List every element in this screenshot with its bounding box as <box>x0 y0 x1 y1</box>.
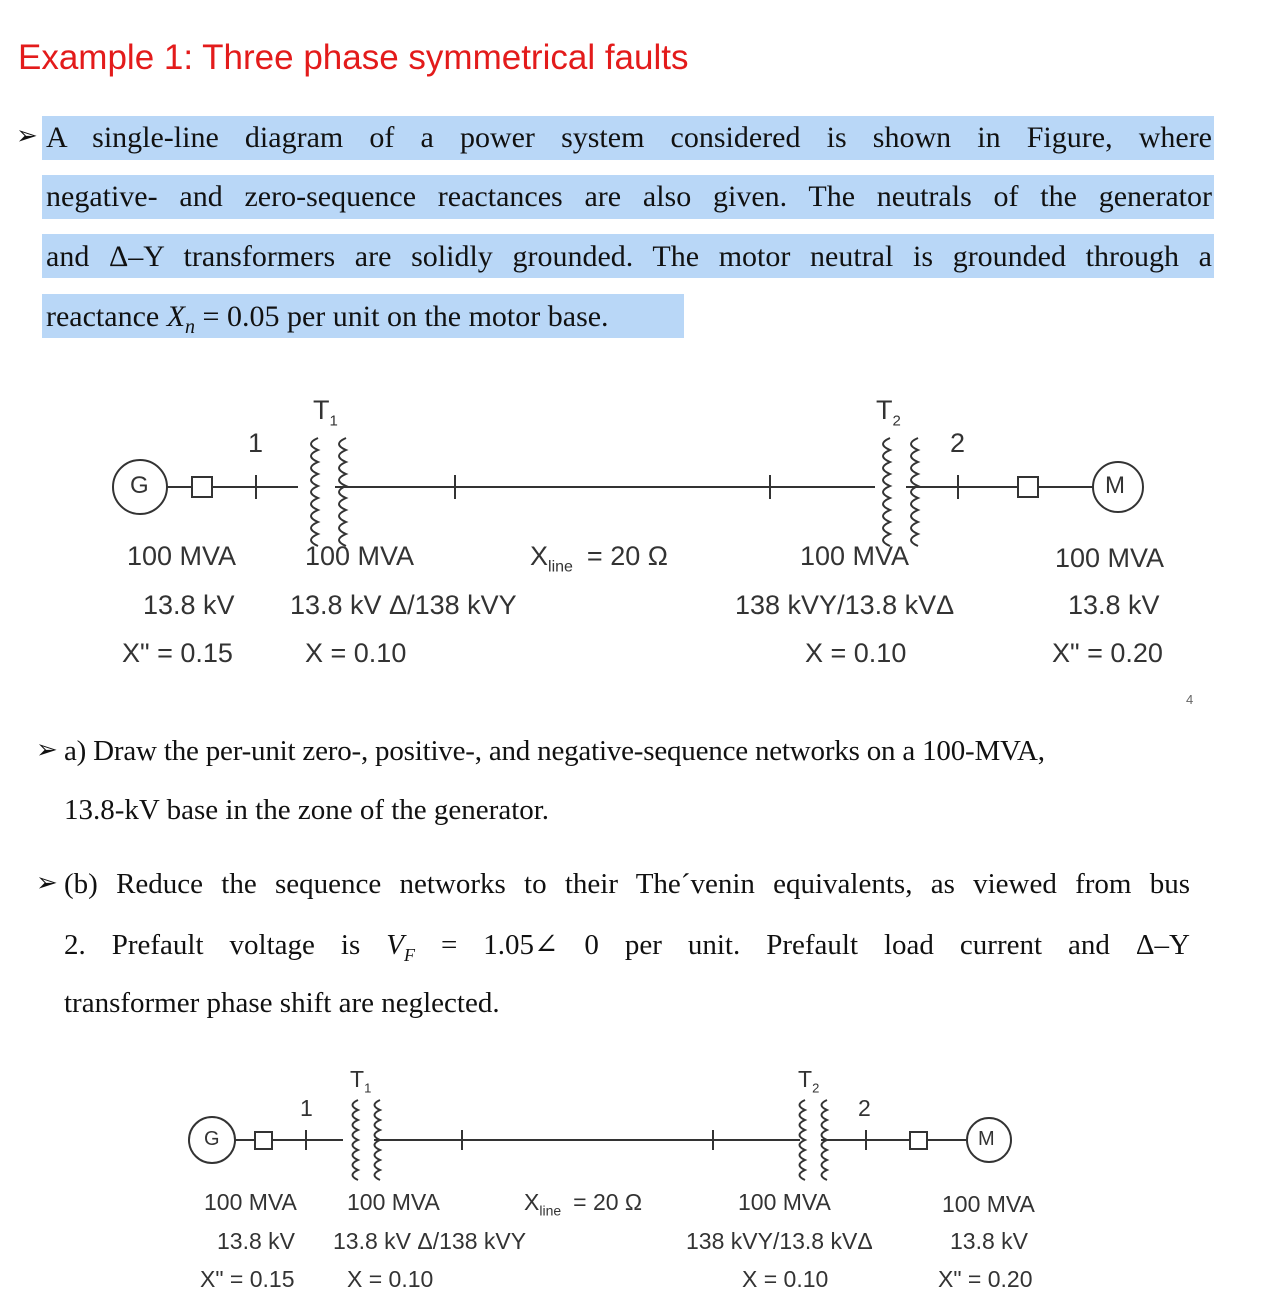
t1-secondary-coil <box>339 438 346 546</box>
t2-reactance-2: X = 0.10 <box>742 1266 829 1292</box>
t2-voltage: 138 kVY/13.8 kVΔ <box>735 590 955 620</box>
page-title: Example 1: Three phase symmetrical faults <box>18 38 689 77</box>
motor-reactance-2: X" = 0.20 <box>938 1266 1033 1292</box>
motor-voltage: 13.8 kV <box>1068 590 1160 620</box>
t1-rating-2: 100 MVA <box>347 1189 440 1215</box>
t1-voltage: 13.8 kV Δ/138 kVY <box>290 590 517 620</box>
t1-label-2: $T_1$ <box>350 1066 372 1096</box>
gen-symbol: G <box>130 472 149 499</box>
t1-reactance-2: X = 0.10 <box>347 1266 434 1292</box>
xn-subscript: n <box>185 316 196 338</box>
vf-symbol: V <box>386 929 404 961</box>
motor-breaker <box>1018 477 1038 497</box>
gen-rating: 100 MVA <box>127 541 237 571</box>
t2-secondary-coil <box>911 438 918 546</box>
intro-line-2: negative- and zero-sequence reactances are also given. The neutrals of the generator <box>46 180 1212 213</box>
gen-reactance-2: X" = 0.15 <box>200 1266 295 1292</box>
motor-rating-2: 100 MVA <box>942 1191 1035 1217</box>
intro-line-3: and Δ–Y transformers are solidly grounded. The motor neutral is grounded through a <box>46 240 1212 273</box>
t1-rating: 100 MVA <box>305 541 415 571</box>
motor-symbol: M <box>1105 472 1125 499</box>
gen-breaker-2 <box>255 1132 272 1149</box>
bullet-arrow-icon: ➢ <box>36 735 58 765</box>
part-b-line-2: 2. Prefault voltage is $V_F$ = 1.05∠ 0 per unit. Prefault load current and Δ–Y <box>64 929 1190 965</box>
t1-primary-coil <box>311 438 318 546</box>
bullet-arrow-icon: ➢ <box>36 868 58 898</box>
t2-reactance: X = 0.10 <box>805 638 907 668</box>
motor-rating: 100 MVA <box>1055 543 1165 573</box>
bullet-arrow-icon: ➢ <box>16 121 38 151</box>
t2-label: $T_2$ <box>876 395 901 430</box>
t2-rating: 100 MVA <box>800 541 910 571</box>
part-a-line-2: 13.8-kV base in the zone of the generator. <box>64 794 550 826</box>
motor-symbol-2: M <box>978 1128 995 1150</box>
t2-label-2: $T_2$ <box>798 1066 820 1096</box>
part-b-line-1: (b) Reduce the sequence networks to their The´venin equivalents, as viewed from bus <box>64 868 1190 900</box>
t2-primary-coil-2 <box>800 1100 806 1180</box>
intro-line-1: A single-line diagram of a power system considered is shown in Figure, where <box>46 121 1212 154</box>
intro-line-4-post: = 0.05 per unit on the motor base. <box>195 300 609 333</box>
gen-voltage-2: 13.8 kV <box>217 1228 295 1254</box>
t1-primary-coil-2 <box>353 1100 359 1180</box>
t1-voltage-2: 13.8 kV Δ/138 kVY <box>333 1228 527 1254</box>
bus-2-label: 2 <box>950 428 966 458</box>
part-b-line-3: transformer phase shift are neglected. <box>64 987 500 1019</box>
motor-breaker-2 <box>910 1132 927 1149</box>
intro-line-4-pre: reactance <box>46 300 167 333</box>
line-reactance: $X_{line} = 20$ Ω <box>530 541 668 576</box>
bus-2-label-2: 2 <box>858 1095 871 1121</box>
t2-voltage-2: 138 kVY/13.8 kVΔ <box>686 1228 873 1254</box>
bus-1-label-2: 1 <box>300 1095 313 1121</box>
line-reactance-2: $X_{line} = 20$ Ω <box>524 1189 643 1219</box>
gen-voltage: 13.8 kV <box>143 590 235 620</box>
motor-voltage-2: 13.8 kV <box>950 1228 1028 1254</box>
bus-1-label: 1 <box>248 428 264 458</box>
page-number: 4 <box>1186 692 1194 707</box>
gen-rating-2: 100 MVA <box>204 1189 297 1215</box>
part-a-line-1: a) Draw the per-unit zero-, positive-, and negative-sequence networks on a 100-MVA, <box>64 735 1045 767</box>
xn-symbol: X <box>166 300 186 333</box>
t2-rating-2: 100 MVA <box>738 1189 831 1215</box>
gen-symbol-2: G <box>204 1128 220 1150</box>
gen-breaker <box>192 477 212 497</box>
motor-reactance: X" = 0.20 <box>1052 638 1163 668</box>
gen-reactance: X" = 0.15 <box>122 638 233 668</box>
t1-reactance: X = 0.10 <box>305 638 407 668</box>
t2-primary-coil <box>883 438 890 546</box>
t1-label: $T_1$ <box>313 395 338 430</box>
